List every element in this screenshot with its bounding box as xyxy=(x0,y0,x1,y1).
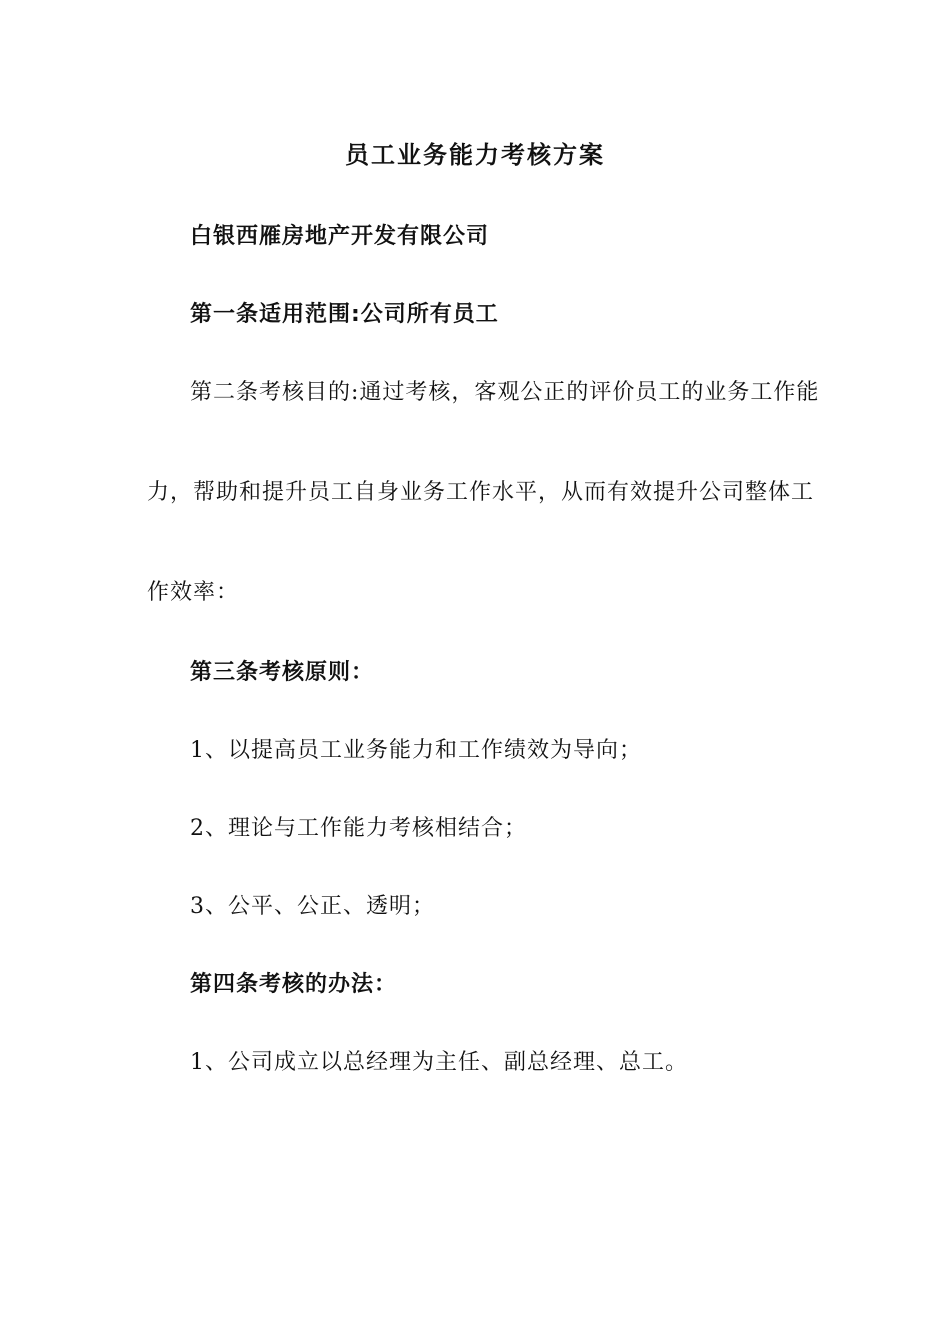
article-3-item: 3、公平、公正、透明； xyxy=(190,894,435,919)
article-2-line-1: 第二条考核目的:通过考核，客观公正的评价员工的业务工作能 xyxy=(190,380,820,405)
article-4-heading: 第四条考核的办法： xyxy=(190,972,398,997)
document-title: 员工业务能力考核方案 xyxy=(345,141,605,169)
article-3-item: 2、理论与工作能力考核相结合； xyxy=(190,816,527,841)
article-4-item: 1、公司成立以总经理为主任、副总经理、总工。 xyxy=(190,1050,688,1075)
article-3-item: 1、以提高员工业务能力和工作绩效为导向； xyxy=(190,738,642,763)
article-1: 第一条适用范围:公司所有员工 xyxy=(190,302,499,327)
company-name: 白银西雁房地产开发有限公司 xyxy=(190,224,490,249)
article-2-line-2: 力，帮助和提升员工自身业务工作水平，从而有效提升公司整体工 xyxy=(147,480,815,505)
article-2-line-3: 作效率： xyxy=(147,580,240,605)
article-3-heading: 第三条考核原则： xyxy=(190,660,375,685)
